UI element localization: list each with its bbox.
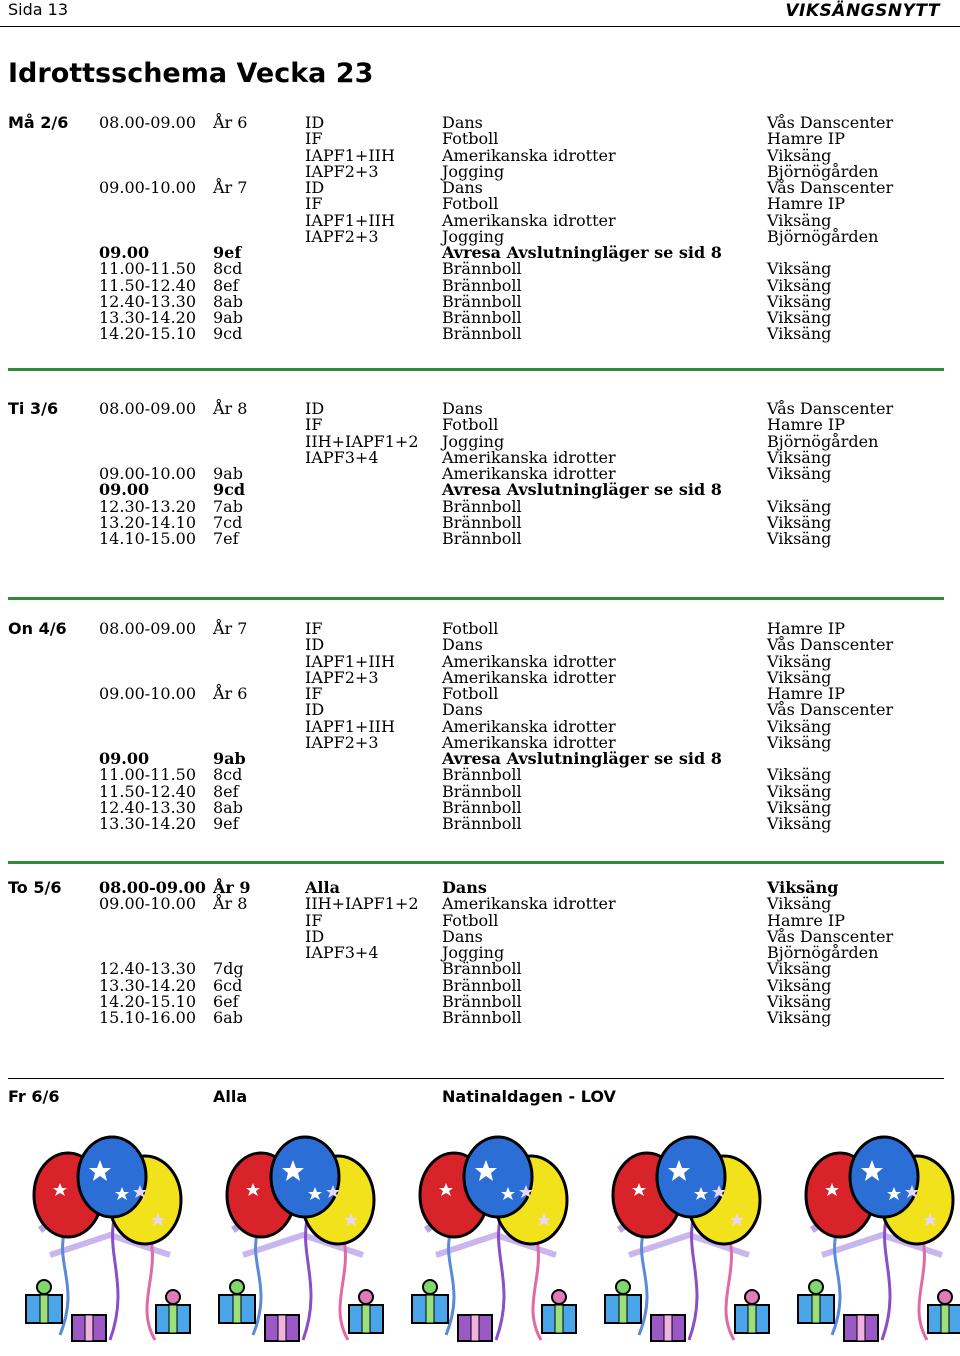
location-cell: Hamre IP: [767, 910, 845, 930]
magazine-name: VIKSÄNGSNYTT: [785, 1, 940, 21]
location-cell: Viksäng: [767, 894, 832, 914]
time-cell: 09.00-10.00: [99, 178, 197, 197]
time-cell: 12.40-13.30: [99, 797, 197, 817]
class-cell: IAPF3+4: [305, 447, 379, 467]
location-cell: Viksäng: [767, 878, 839, 897]
location-cell: Viksäng: [767, 975, 832, 995]
group-cell: År 7: [213, 619, 248, 638]
activity-cell: Amerikanska idrotter: [442, 210, 616, 230]
time-cell: 14.20-15.10: [99, 991, 197, 1011]
activity-cell: Fotboll: [442, 129, 499, 149]
class-cell: IAPF1+IIH: [305, 210, 395, 230]
activity-cell: Fotboll: [442, 684, 499, 703]
activity-cell: Brännboll: [442, 291, 522, 311]
schedule-row: [0, 783, 960, 800]
activity-cell: Dans: [442, 635, 483, 655]
activity-cell: Avresa Avslutningläger se sid 8: [442, 243, 722, 262]
time-cell: 09.00-10.00: [99, 684, 197, 703]
location-cell: Viksäng: [767, 291, 832, 311]
location-cell: Björnögården: [767, 226, 879, 246]
class-cell: IIH+IAPF1+2: [305, 431, 419, 451]
activity-cell: Fotboll: [442, 910, 499, 930]
schedule-row: [0, 1009, 960, 1026]
group-cell: 8ef: [213, 275, 239, 295]
location-cell: Viksäng: [767, 781, 832, 801]
location-cell: Viksäng: [767, 496, 832, 516]
group-cell: 9ab: [213, 308, 243, 327]
activity-cell: Brännboll: [442, 781, 522, 801]
time-cell: 08.00-09.00: [99, 878, 206, 897]
class-cell: ID: [305, 178, 325, 197]
schedule-row: [0, 701, 960, 718]
activity-cell: Brännboll: [442, 324, 522, 344]
time-cell: 11.00-11.50: [99, 259, 197, 279]
class-cell: IAPF3+4: [305, 943, 379, 962]
activity-cell: Brännboll: [442, 814, 522, 833]
activity-cell: Brännboll: [442, 797, 522, 817]
group-cell: 8ab: [213, 797, 243, 817]
friday-group: Alla: [213, 1087, 248, 1106]
location-cell: Viksäng: [767, 667, 832, 687]
activity-cell: Brännboll: [442, 496, 522, 516]
class-cell: IAPF2+3: [305, 732, 379, 752]
location-cell: Hamre IP: [767, 129, 845, 149]
group-cell: 8ef: [213, 781, 239, 801]
group-cell: 7dg: [213, 959, 244, 979]
time-cell: 09.00: [99, 243, 150, 262]
location-cell: Vås Danscenter: [767, 178, 894, 197]
location-cell: Viksäng: [767, 324, 832, 344]
page-header: [0, 0, 960, 27]
class-cell: IF: [305, 910, 323, 930]
location-cell: Hamre IP: [767, 619, 845, 638]
balloons-clipart-icon: [20, 1135, 198, 1345]
activity-cell: Amerikanska idrotter: [442, 732, 616, 752]
time-cell: 11.50-12.40: [99, 781, 197, 801]
class-cell: ID: [305, 635, 325, 655]
schedule-row: [0, 977, 960, 994]
balloons-clipart-icon: [406, 1135, 584, 1345]
location-cell: Viksäng: [767, 797, 832, 817]
balloons-clipart-icon: [213, 1135, 391, 1345]
schedule-row: [0, 481, 960, 498]
schedule-row: [0, 212, 960, 229]
location-cell: Viksäng: [767, 991, 832, 1011]
location-cell: Viksäng: [767, 732, 832, 752]
group-cell: 8cd: [213, 765, 243, 785]
group-cell: År 6: [213, 684, 248, 703]
class-cell: IAPF1+IIH: [305, 145, 395, 165]
group-cell: År 9: [213, 878, 251, 897]
location-cell: Björnögården: [767, 431, 879, 451]
class-cell: IAPF1+IIH: [305, 716, 395, 736]
time-cell: 12.40-13.30: [99, 959, 197, 979]
class-cell: IF: [305, 684, 323, 703]
class-cell: IF: [305, 415, 323, 435]
group-cell: 6cd: [213, 975, 243, 995]
activity-cell: Brännboll: [442, 512, 522, 532]
time-cell: 14.20-15.10: [99, 324, 197, 344]
location-cell: Viksäng: [767, 765, 832, 785]
class-cell: ID: [305, 399, 325, 418]
location-cell: Vås Danscenter: [767, 399, 894, 418]
time-cell: 12.30-13.20: [99, 496, 197, 516]
activity-cell: Dans: [442, 700, 483, 720]
activity-cell: Jogging: [442, 943, 505, 962]
section-divider: [8, 368, 944, 371]
activity-cell: Avresa Avslutningläger se sid 8: [442, 480, 722, 500]
location-cell: Vås Danscenter: [767, 926, 894, 946]
class-cell: ID: [305, 700, 325, 720]
day-label: Ti 3/6: [8, 399, 59, 418]
time-cell: 14.10-15.00: [99, 529, 197, 548]
time-cell: 13.30-14.20: [99, 975, 197, 995]
group-cell: 9ef: [213, 243, 242, 262]
activity-cell: Brännboll: [442, 991, 522, 1011]
class-cell: IF: [305, 194, 323, 214]
activity-cell: Dans: [442, 178, 483, 197]
schedule-row: [0, 260, 960, 277]
schedule-row: [0, 895, 960, 912]
class-cell: IAPF1+IIH: [305, 651, 395, 671]
day-label: On 4/6: [8, 619, 67, 638]
time-cell: 13.30-14.20: [99, 814, 197, 833]
location-cell: Hamre IP: [767, 415, 845, 435]
class-cell: Alla: [305, 878, 340, 897]
location-cell: Björnögården: [767, 161, 879, 181]
activity-cell: Brännboll: [442, 275, 522, 295]
schedule-row: [0, 195, 960, 212]
schedule-row: [0, 130, 960, 147]
location-cell: Hamre IP: [767, 684, 845, 703]
activity-cell: Jogging: [442, 431, 505, 451]
section-divider: [8, 597, 944, 600]
class-cell: IAPF2+3: [305, 161, 379, 181]
time-cell: 08.00-09.00: [99, 399, 197, 418]
activity-cell: Brännboll: [442, 259, 522, 279]
location-cell: Viksäng: [767, 651, 832, 671]
activity-cell: Amerikanska idrotter: [442, 667, 616, 687]
activity-cell: Brännboll: [442, 1008, 522, 1027]
location-cell: Vås Danscenter: [767, 635, 894, 655]
group-cell: År 8: [213, 399, 248, 418]
location-cell: Viksäng: [767, 1008, 832, 1027]
activity-cell: Jogging: [442, 226, 505, 246]
class-cell: ID: [305, 926, 325, 946]
friday-day: Fr 6/6: [8, 1087, 60, 1106]
time-cell: 12.40-13.30: [99, 291, 197, 311]
group-cell: 7ab: [213, 496, 243, 516]
time-cell: 09.00-10.00: [99, 894, 197, 914]
activity-cell: Dans: [442, 926, 483, 946]
group-cell: 7cd: [213, 512, 243, 532]
location-cell: Viksäng: [767, 210, 832, 230]
class-cell: IAPF2+3: [305, 667, 379, 687]
balloons-banner: [0, 1135, 960, 1345]
location-cell: Vås Danscenter: [767, 700, 894, 720]
activity-cell: Dans: [442, 399, 483, 418]
group-cell: År 8: [213, 894, 248, 914]
location-cell: Viksäng: [767, 275, 832, 295]
time-cell: 08.00-09.00: [99, 619, 197, 638]
location-cell: Viksäng: [767, 716, 832, 736]
activity-cell: Jogging: [442, 161, 505, 181]
activity-cell: Avresa Avslutningläger se sid 8: [442, 749, 722, 768]
location-cell: Viksäng: [767, 529, 832, 548]
location-cell: Viksäng: [767, 959, 832, 979]
friday-note: Natinaldagen - LOV: [442, 1087, 616, 1106]
activity-cell: Brännboll: [442, 959, 522, 979]
schedule-row: [0, 636, 960, 653]
time-cell: 09.00: [99, 749, 150, 768]
class-cell: IAPF2+3: [305, 226, 379, 246]
schedule-row: [0, 960, 960, 977]
time-cell: 09.00: [99, 480, 150, 500]
class-cell: IIH+IAPF1+2: [305, 894, 419, 914]
time-cell: 15.10-16.00: [99, 1008, 197, 1027]
group-cell: År 6: [213, 113, 248, 132]
activity-cell: Amerikanska idrotter: [442, 651, 616, 671]
activity-cell: Amerikanska idrotter: [442, 447, 616, 467]
activity-cell: Fotboll: [442, 415, 499, 435]
page-title: Idrottsschema Vecka 23: [8, 58, 374, 89]
activity-cell: Amerikanska idrotter: [442, 464, 616, 483]
time-cell: 11.50-12.40: [99, 275, 197, 295]
group-cell: 6ab: [213, 1008, 243, 1027]
activity-cell: Brännboll: [442, 765, 522, 785]
schedule-row: [0, 277, 960, 294]
schedule-row: [0, 530, 960, 547]
schedule-row: [0, 498, 960, 515]
location-cell: Viksäng: [767, 259, 832, 279]
group-cell: 6ef: [213, 991, 239, 1011]
balloons-clipart-icon: [792, 1135, 960, 1345]
schedule-row: [0, 147, 960, 164]
day-label: To 5/6: [8, 878, 62, 897]
time-cell: 13.20-14.10: [99, 512, 197, 532]
schedule-row: [0, 433, 960, 450]
group-cell: 7ef: [213, 529, 239, 548]
schedule-row: [0, 912, 960, 929]
time-cell: 11.00-11.50: [99, 765, 197, 785]
balloons-clipart-icon: [599, 1135, 777, 1345]
location-cell: Viksäng: [767, 512, 832, 532]
activity-cell: Brännboll: [442, 308, 522, 327]
schedule-row: [0, 325, 960, 342]
schedule-row: [0, 718, 960, 735]
time-cell: 13.30-14.20: [99, 308, 197, 327]
friday-row: [0, 1087, 960, 1107]
schedule-row: [0, 416, 960, 433]
group-cell: 9cd: [213, 480, 246, 500]
location-cell: Viksäng: [767, 814, 832, 833]
group-cell: 8cd: [213, 259, 243, 279]
group-cell: 8ab: [213, 291, 243, 311]
activity-cell: Brännboll: [442, 529, 522, 548]
group-cell: 9cd: [213, 324, 243, 344]
location-cell: Vås Danscenter: [767, 113, 894, 132]
activity-cell: Fotboll: [442, 619, 499, 638]
activity-cell: Fotboll: [442, 194, 499, 214]
day-label: Må 2/6: [8, 113, 69, 132]
schedule-row: [0, 815, 960, 832]
location-cell: Viksäng: [767, 308, 832, 327]
group-cell: 9ef: [213, 814, 239, 833]
time-cell: 09.00-10.00: [99, 464, 197, 483]
schedule-row: [0, 653, 960, 670]
activity-cell: Amerikanska idrotter: [442, 894, 616, 914]
page-number: Sida 13: [8, 0, 69, 19]
activity-cell: Amerikanska idrotter: [442, 716, 616, 736]
class-cell: IF: [305, 129, 323, 149]
location-cell: Björnögården: [767, 943, 879, 962]
location-cell: Viksäng: [767, 145, 832, 165]
group-cell: 9ab: [213, 464, 243, 483]
location-cell: Hamre IP: [767, 194, 845, 214]
activity-cell: Dans: [442, 878, 487, 897]
group-cell: År 7: [213, 178, 248, 197]
class-cell: ID: [305, 113, 325, 132]
time-cell: 08.00-09.00: [99, 113, 197, 132]
activity-cell: Amerikanska idrotter: [442, 145, 616, 165]
location-cell: Viksäng: [767, 447, 832, 467]
activity-cell: Dans: [442, 113, 483, 132]
group-cell: 9ab: [213, 749, 246, 768]
activity-cell: Brännboll: [442, 975, 522, 995]
class-cell: IF: [305, 619, 323, 638]
location-cell: Viksäng: [767, 464, 832, 483]
section-divider: [8, 861, 944, 864]
schedule-row: [0, 766, 960, 783]
